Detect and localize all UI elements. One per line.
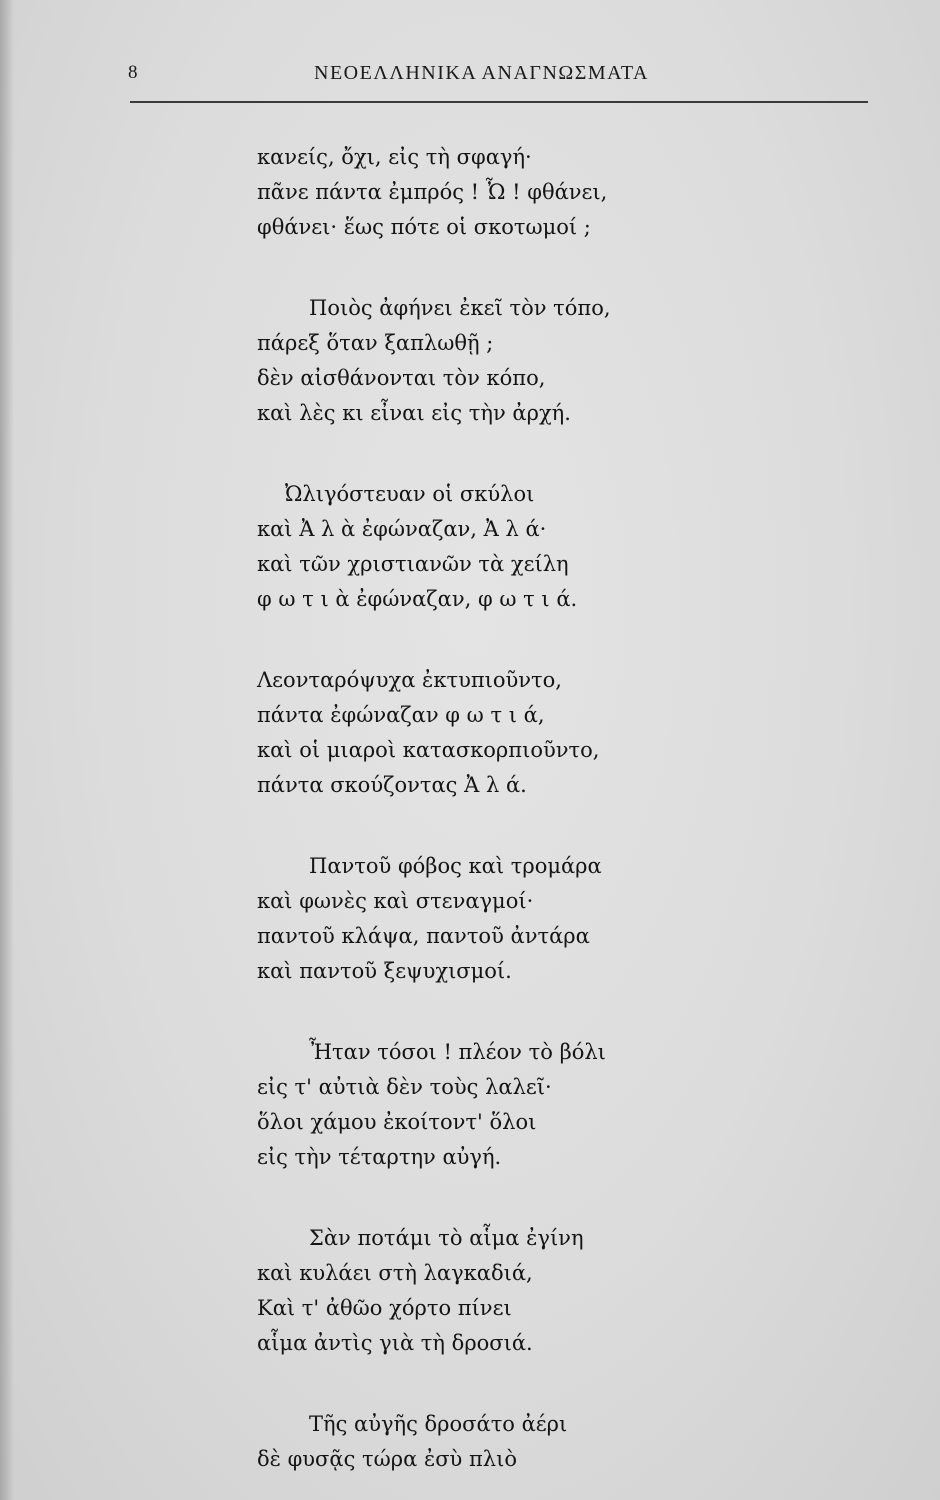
binding-shadow: [0, 0, 14, 1500]
verse-line: πάντα σκούζοντας Ἀ λ ά.: [257, 773, 527, 797]
verse-line: Τῆς αὐγῆς δροσάτο ἀέρι: [309, 1412, 568, 1436]
verse-line: καὶ λὲς κι εἶναι εἰς τὴν ἀρχή.: [257, 401, 571, 425]
verse-line: Σὰν ποτάμι τὸ αἷμα ἐγίνη: [309, 1226, 584, 1250]
verse-line: εἰς τ' αὐτιὰ δὲν τοὺς λαλεῖ·: [257, 1075, 552, 1099]
stanza: [257, 1221, 727, 1361]
verse-line: καὶ Ἀ λ ὰ ἐφώναζαν, Ἀ λ ά·: [257, 517, 547, 541]
verse-line: εἰς τὴν τέταρτην αὐγή.: [257, 1145, 502, 1169]
verse-line: καὶ τῶν χριστιανῶν τὰ χείλη: [257, 552, 569, 576]
verse-line: Παντοῦ φόβος καὶ τρομάρα: [309, 854, 602, 878]
page-header: [118, 62, 868, 98]
header-rule: [130, 101, 868, 103]
verse-line: πάντα ἐφώναζαν φ ω τ ι ά,: [257, 703, 545, 727]
verse-line: καὶ φωνὲς καὶ στεναγμοί·: [257, 889, 534, 913]
stanza: [257, 1035, 727, 1175]
verse-line: πᾶνε πάντα ἐμπρός ! Ὦ ! φθάνει,: [257, 180, 608, 204]
stanza: [257, 1407, 727, 1477]
verse-line: ὅλοι χάμου ἐκοίτοντ' ὅλοι: [257, 1110, 537, 1134]
verse-line: Ὠλιγόστευαν οἱ σκύλοι: [285, 482, 535, 506]
verse-line: αἷμα ἀντὶς γιὰ τὴ δροσιά.: [257, 1331, 533, 1355]
verse-line: καὶ οἱ μιαροὶ κατασκορπιοῦντο,: [257, 738, 600, 762]
stanza: [257, 477, 727, 617]
poem-body: [257, 140, 727, 1500]
verse-line: παντοῦ κλάψα, παντοῦ ἀντάρα: [257, 924, 590, 948]
page-number: 8: [128, 62, 138, 83]
stanza: [257, 140, 727, 245]
verse-line: Λεονταρόψυχα ἐκτυπιοῦντο,: [257, 668, 562, 692]
stanza: [257, 849, 727, 989]
verse-line: καὶ παντοῦ ξεψυχισμοί.: [257, 959, 512, 983]
stanza: [257, 663, 727, 803]
verse-line: καὶ κυλάει στὴ λαγκαδιά,: [257, 1261, 533, 1285]
verse-line: κανείς, ὄχι, εἰς τὴ σφαγή·: [257, 145, 532, 169]
verse-line: Ποιὸς ἀφήνει ἐκεῖ τὸν τόπο,: [309, 296, 611, 320]
verse-line: Ἦταν τόσοι ! πλέον τὸ βόλι: [309, 1040, 606, 1064]
verse-line: Καὶ τ' ἀθῶο χόρτο πίνει: [257, 1296, 512, 1320]
verse-line: φ ω τ ι ὰ ἐφώναζαν, φ ω τ ι ά.: [257, 587, 578, 611]
verse-line: δὲ φυσᾷς τώρα ἐσὺ πλιὸ: [257, 1447, 517, 1471]
verse-line: δὲν αἰσθάνονται τὸν κόπο,: [257, 366, 546, 390]
stanza: [257, 291, 727, 431]
verse-line: φθάνει· ἕως πότε οἱ σκοτωμοί ;: [257, 215, 591, 239]
verse-line: πάρεξ ὅταν ξαπλωθῇ ;: [257, 331, 494, 355]
running-title: ΝΕΟΕΛΛΗΝΙΚΑ ΑΝΑΓΝΩΣΜΑΤΑ: [314, 62, 649, 84]
